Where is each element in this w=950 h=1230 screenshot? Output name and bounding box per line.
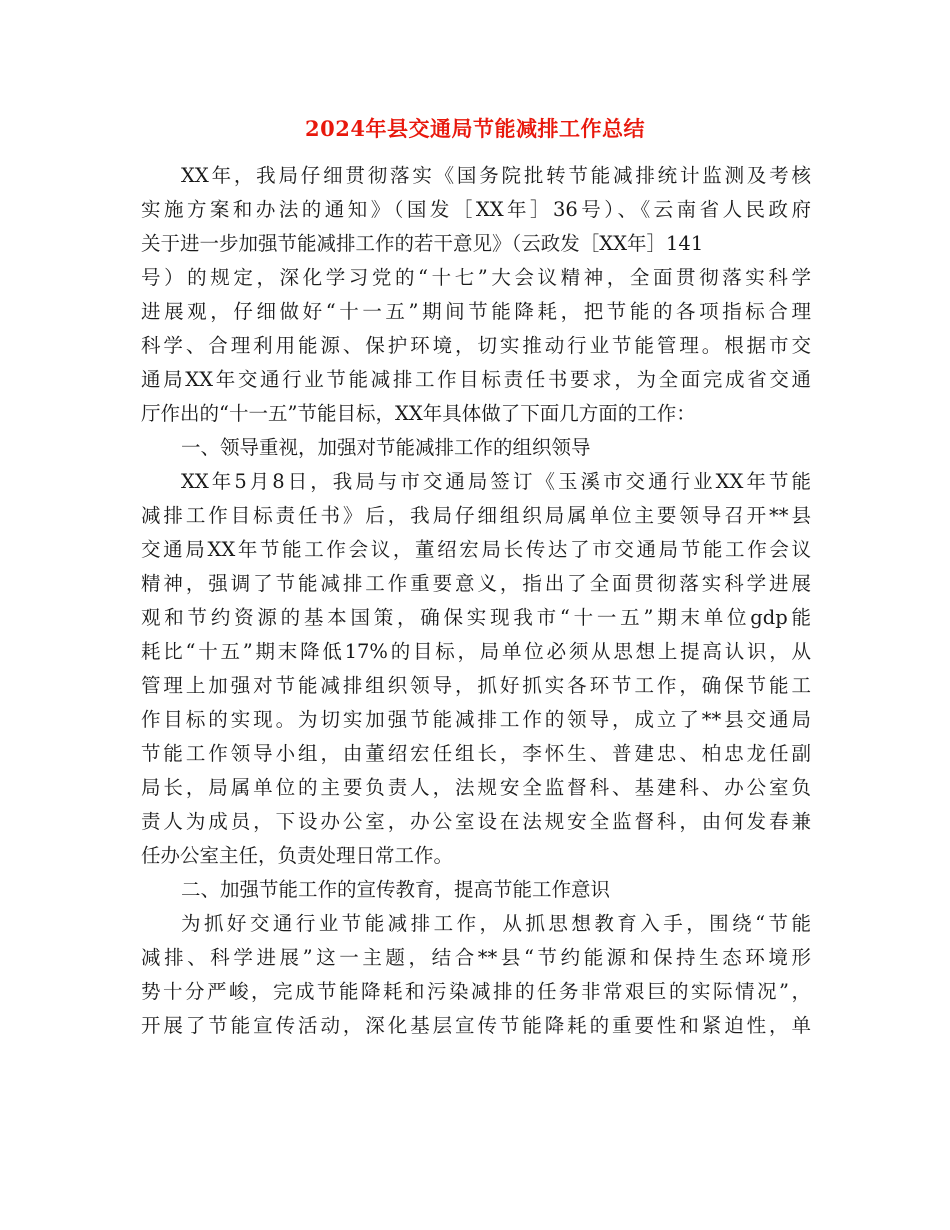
body-text-line: 作目标的实现。为切实加强节能减排工作的领导，成立了**县交通局 (141, 708, 811, 731)
body-text-line: 开展了节能宣传活动，深化基层宣传节能降耗的重要性和紧迫性，单 (141, 1014, 811, 1037)
body-text-line: 实施方案和办法的通知》（国发［XX年］36号）、《云南省人民政府 (141, 198, 811, 221)
body-text-line: 厅作出的“十一五”节能目标，XX年具体做了下面几方面的工作： (141, 402, 696, 425)
body-text-line: 耗比“十五”期末降低17%的目标，局单位必须从思想上提高认识，从 (141, 640, 811, 663)
body-text-line: XX年，我局仔细贯彻落实《国务院批转节能减排统计监测及考核 (181, 164, 811, 187)
body-text-line: 交通局XX年节能工作会议，董绍宏局长传达了市交通局节能工作会议 (141, 538, 811, 561)
document-body (141, 159, 811, 1043)
body-text-line: 精神，强调了节能减排工作重要意义，指出了全面贯彻落实科学进展 (141, 572, 811, 595)
body-text-line: 观和节约资源的基本国策，确保实现我市“十一五”期末单位gdp能 (141, 606, 811, 629)
body-text-line: 二、加强节能工作的宣传教育，提高节能工作意识 (181, 878, 611, 901)
body-text-line: 势十分严峻，完成节能降耗和污染减排的任务非常艰巨的实际情况”， (141, 980, 811, 1003)
body-text-line: 一、领导重视，加强对节能减排工作的组织领导 (181, 436, 591, 459)
body-text-line: 通局XX年交通行业节能减排工作目标责任书要求，为全面完成省交通 (141, 368, 811, 391)
body-text-line: 管理上加强对节能减排组织领导，抓好抓实各环节工作，确保节能工 (141, 674, 811, 697)
body-text-line: 关于进一步加强节能减排工作的若干意见》（云政发［XX年］141 (141, 232, 704, 255)
body-text-line: 局长，局属单位的主要负责人，法规安全监督科、基建科、办公室负 (141, 776, 811, 799)
body-text-line: 减排工作目标责任书》后，我局仔细组织局属单位主要领导召开**县 (141, 504, 811, 527)
body-text-line: 号）的规定，深化学习党的“十七”大会议精神，全面贯彻落实科学 (141, 266, 811, 289)
body-text-line: 为抓好交通行业节能减排工作，从抓思想教育入手，围绕“节能 (181, 912, 811, 935)
body-text-line: 减排、科学进展”这一主题，结合**县“节约能源和保持生态环境形 (141, 946, 811, 969)
body-text-line: 科学、合理利用能源、保护环境，切实推动行业节能管理。根据市交 (141, 334, 811, 357)
document-title: 2024年县交通局节能减排工作总结 (305, 116, 645, 141)
body-text-line: 进展观，仔细做好“十一五”期间节能降耗，把节能的各项指标合理 (141, 300, 811, 323)
body-text-line: XX年5月8日，我局与市交通局签订《玉溪市交通行业XX年节能 (181, 470, 811, 493)
body-text-line: 节能工作领导小组，由董绍宏任组长，李怀生、普建忠、柏忠龙任副 (141, 742, 811, 765)
body-text-line: 责人为成员，下设办公室，办公室设在法规安全监督科，由何发春兼 (141, 810, 811, 833)
body-text-line: 任办公室主任，负责处理日常工作。 (141, 844, 454, 867)
